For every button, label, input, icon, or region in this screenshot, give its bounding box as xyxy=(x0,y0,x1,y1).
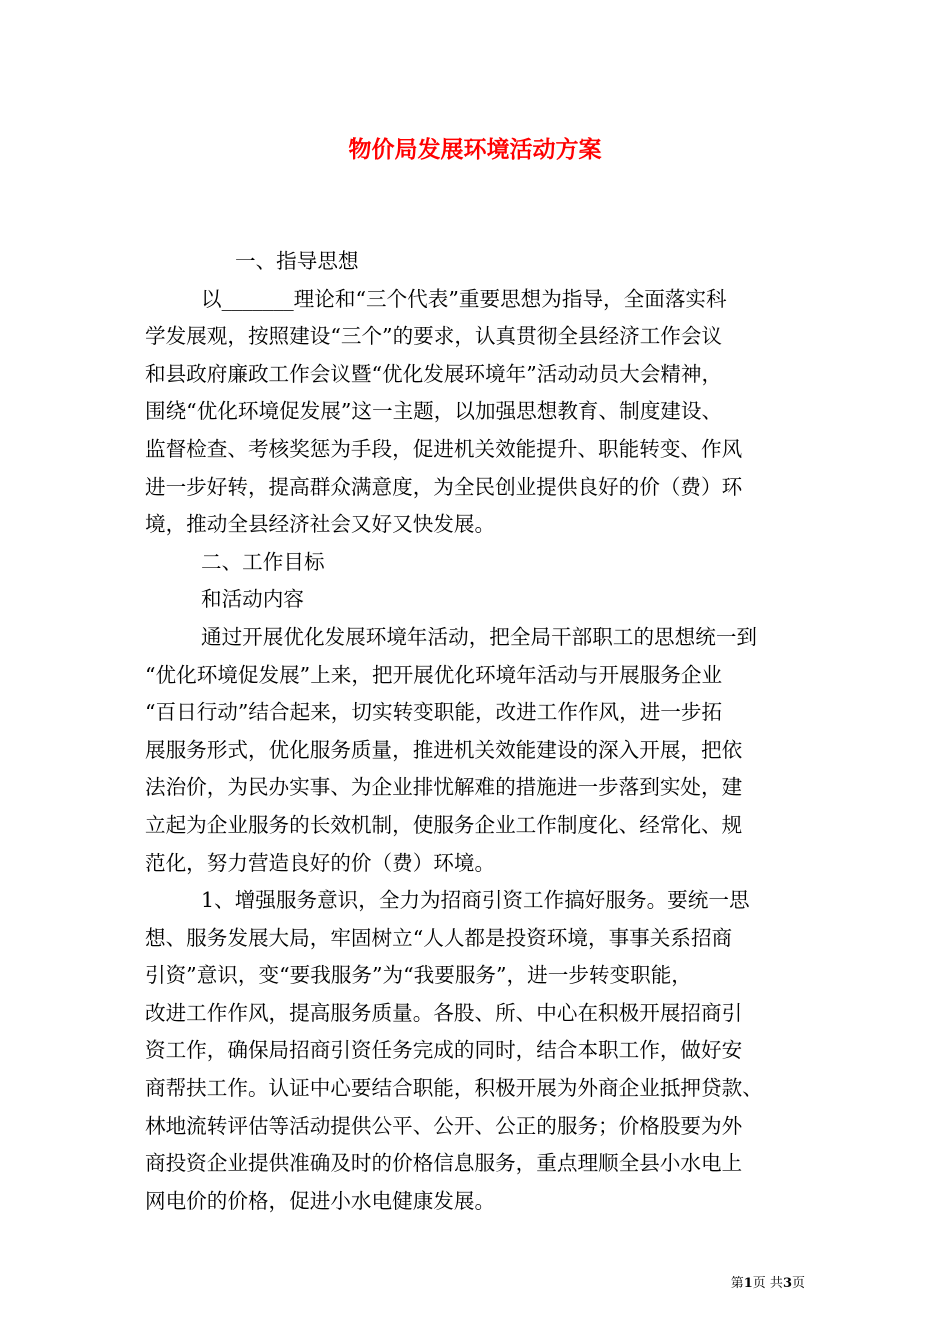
paragraph-line: 范化，努力营造良好的价（费）环境。 xyxy=(145,850,496,875)
paragraph-line: 引资”意识，变“要我服务”为“我要服务”，进一步转变职能， xyxy=(145,963,692,988)
paragraph-line: 展服务形式，优化服务质量，推进机关效能建设的深入开展，把依 xyxy=(145,737,743,762)
paragraph-line: 改进工作作风，提高服务质量。各股、所、中心在积极开展招商引 xyxy=(145,1000,743,1025)
paragraph-line: 通过开展优化发展环境年活动，把全局干部职工的思想统一到 xyxy=(201,624,758,649)
page-footer-prefix: 第 xyxy=(730,1276,744,1291)
page-title: 物价局发展环境活动方案 xyxy=(348,136,602,163)
paragraph-line: “优化环境促发展”上来，把开展优化环境年活动与开展服务企业 xyxy=(145,662,723,687)
paragraph-line: 境，推动全县经济社会又好又快发展。 xyxy=(145,512,496,537)
current-page-number: 1 xyxy=(743,1276,753,1291)
paragraph-line: “百日行动”结合起来，切实转变职能，改进工作作风，进一步拓 xyxy=(145,700,723,725)
page-footer-middle: 页 共 xyxy=(752,1276,783,1291)
paragraph-line: 围绕“优化环境促发展”这一主题，以加强思想教育、制度建设、 xyxy=(145,399,723,424)
section-heading-continuation: 和活动内容 xyxy=(201,587,304,612)
paragraph-line: 法治价，为民办实事、为企业排忧解难的措施进一步落到实处，建 xyxy=(145,775,743,800)
section-heading-work-goals: 二、工作目标 xyxy=(201,549,325,574)
page-footer-suffix: 页 xyxy=(791,1276,805,1291)
section-heading-guiding-ideology: 一、指导思想 xyxy=(235,249,359,273)
paragraph-line: 林地流转评估等活动提供公平、公开、公正的服务；价格股要为外 xyxy=(145,1113,743,1138)
paragraph-line: 1、增强服务意识，全力为招商引资工作搞好服务。要统一思 xyxy=(201,888,750,913)
paragraph-line: 网电价的价格，促进小水电健康发展。 xyxy=(145,1188,496,1213)
paragraph-line: 以_______理论和“三个代表”重要思想为指导，全面落实科 xyxy=(201,286,727,311)
paragraph-line: 资工作，确保局招商引资任务完成的同时，结合本职工作，做好安 xyxy=(145,1038,743,1063)
paragraph-line: 学发展观，按照建设“三个”的要求，认真贯彻全县经济工作会议 xyxy=(145,324,723,349)
paragraph-line: 进一步好转，提高群众满意度，为全民创业提供良好的价（费）环 xyxy=(145,474,743,499)
paragraph-line: 监督检查、考核奖惩为手段，促进机关效能提升、职能转变、作风 xyxy=(145,436,743,461)
paragraph-line: 立起为企业服务的长效机制，使服务企业工作制度化、经常化、规 xyxy=(145,812,743,837)
paragraph-line: 想、服务发展大局，牢固树立“人人都是投资环境，事事关系招商 xyxy=(145,925,733,950)
paragraph-line: 和县政府廉政工作会议暨“优化发展环境年”活动动员大会精神， xyxy=(145,361,723,386)
paragraph-line: 商投资企业提供准确及时的价格信息服务，重点理顺全县小水电上 xyxy=(145,1151,743,1176)
total-pages-number: 3 xyxy=(782,1276,792,1291)
document-body xyxy=(145,243,810,1220)
paragraph-line: 商帮扶工作。认证中心要结合职能，积极开展为外商企业抵押贷款、 xyxy=(145,1076,763,1101)
page-footer xyxy=(731,1275,805,1293)
